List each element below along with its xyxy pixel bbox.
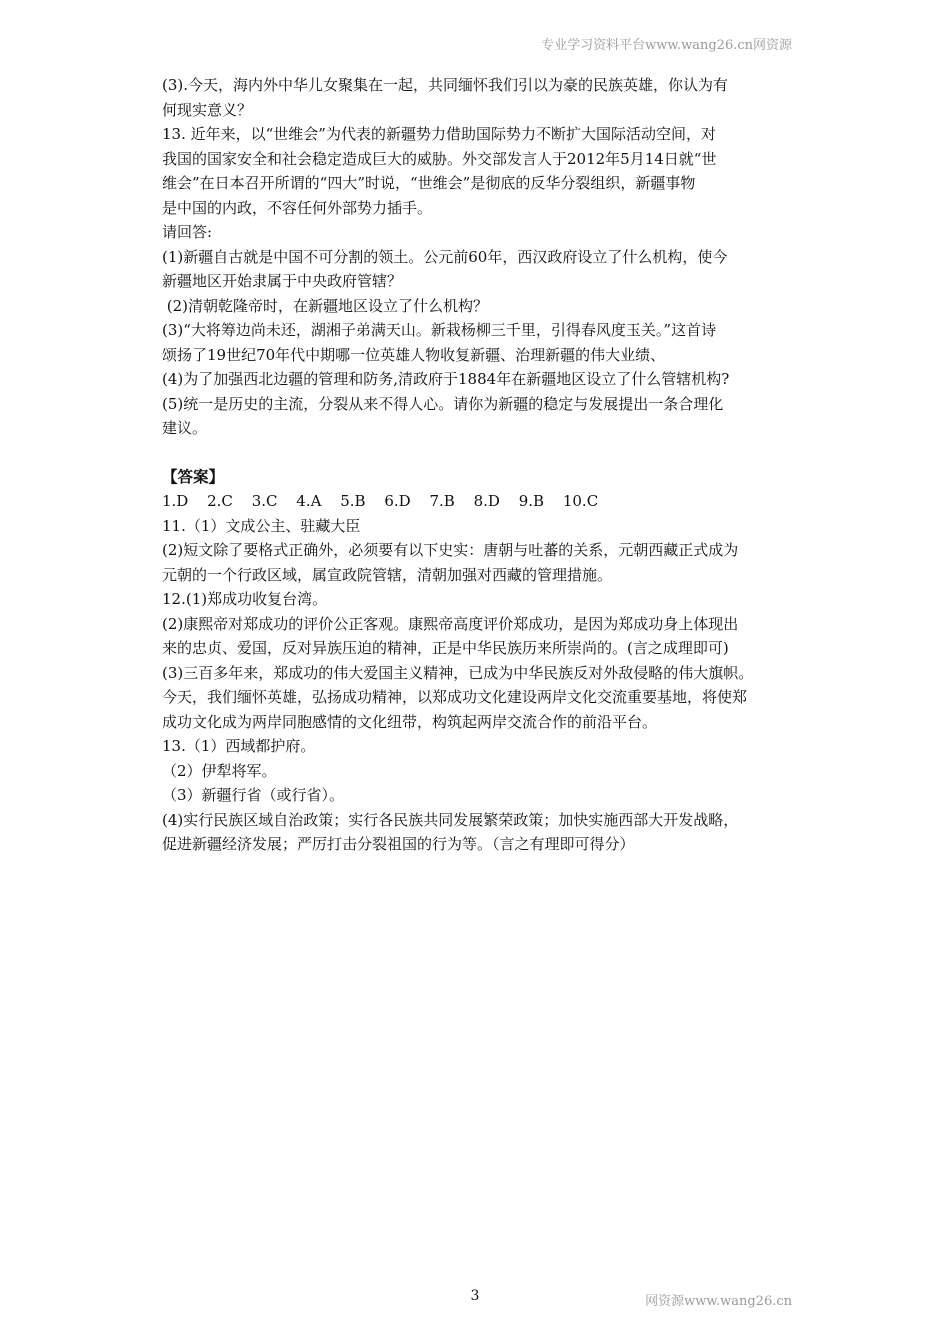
multiple-choice-answers [162,489,798,514]
question-13-3 [162,318,798,367]
text-line: 成功文化成为两岸同胞感情的文化纽带，构筑起两岸交流合作的前沿平台。 [162,712,658,731]
page-number: 3 [470,1288,480,1304]
text-line: 促进新疆经济发展；严厉打击分裂祖国的行为等。（言之有理即可得分） [162,835,635,853]
choice-answer: 3.C [251,492,278,510]
text-line: (2)康熙帝对郑成功的评价公正客观。康熙帝高度评价郑成功，是因为郑成功身上体现出 [162,614,739,633]
choice-answer: 4.A [296,492,322,510]
question-13-1 [162,245,798,294]
choice-answer: 5.B [340,492,366,510]
answer-13-3: （3）新疆行省（或行省）。 [162,786,345,804]
document-body [162,73,798,857]
text-line: 颂扬了19世纪70年代中期哪一位英雄人物收复新疆、治理新疆的伟大业绩、 [162,345,666,364]
question-13-prompt: 请回答: [162,223,213,241]
question-13-4: (4)为了加强西北边疆的管理和防务,清政府于1884年在新疆地区设立了什么管辖机构? [162,370,730,388]
choice-answer: 1.D [162,492,189,510]
choice-answer: 7.B [429,492,455,510]
question-13-5 [162,392,798,441]
choice-answer: 9.B [518,492,545,510]
text-line: 我国的国家安全和社会稳定造成巨大的威胁。外交部发言人于2012年5月14日就“世 [162,149,717,168]
question-12-3 [162,73,798,122]
question-13-2: (2)清朝乾隆帝时，在新疆地区设立了什么机构？ [162,296,489,315]
text-line: (3)三百多年来，郑成功的伟大爱国主义精神，已成为中华民族反对外敌侵略的伟大旗帜。 [162,663,754,682]
answer-11-2 [162,538,798,587]
text-line: 新疆地区开始隶属于中央政府管辖？ [162,272,403,290]
text-line: 今天，我们缅怀英雄，弘扬成功精神，以郑成功文化建设两岸文化交流重要基地，将使郑 [162,688,748,706]
text-line: (3).今天，海内外中华儿女聚集在一起，共同缅怀我们引以为豪的民族英雄，你认为有 [162,76,729,94]
text-line: (5)统一是历史的主流，分裂从来不得人心。请你为新疆的稳定与发展提出一条合理化 [162,394,724,413]
answer-13-2: （2）伊犁将军。 [162,761,277,780]
text-line: 元朝的一个行政区域，属宣政院管辖，清朝加强对西藏的管理措施。 [162,565,613,584]
choice-answer: 2.C [207,492,233,510]
text-line: (4)实行民族区域自治政策；实行各民族共同发展繁荣政策；加快实施西部大开发战略， [162,810,739,829]
text-line: (1)新疆自古就是中国不可分割的领土。公元前60年，西汉政府设立了什么机构，使今 [162,247,728,266]
question-13-intro [162,122,798,220]
answer-12-1: 12.(1)郑成功收复台湾。 [162,590,328,608]
choice-answer: 6.D [384,492,411,510]
text-line: (2)短文除了要格式正确外，必须要有以下史实：唐朝与吐蕃的关系，元朝西藏正式成为 [162,541,739,559]
text-line: 来的忠贞、爱国，反对异族压迫的精神，正是中华民族历来所崇尚的。(言之成理即可) [162,639,729,657]
answers-heading: 【答案】 [162,466,225,486]
choice-answer: 10.C [562,492,599,510]
text-line: 建议。 [162,419,208,437]
page-footer: 网资源www.wang26.cn [645,1294,792,1309]
answer-12-2 [162,612,798,661]
text-line: 维会”在日本召开所谓的“四大”时说，“世维会”是彻底的反华分裂组织，新疆事物 [162,174,696,192]
text-line: 13. 近年来，以“世维会”为代表的新疆势力借助国际势力不断扩大国际活动空间，对 [162,125,716,143]
page-header: 专业学习资料平台www.wang26.cn网资源 [541,38,792,53]
text-line: 是中国的内政，不容任何外部势力插手。 [162,198,433,217]
choice-answer: 8.D [473,492,500,510]
answer-13-1: 13.（1）西域都护府。 [162,737,316,755]
answer-12-3 [162,661,798,735]
text-line: (3)“大将筹边尚未还，湖湘子弟满天山。新栽杨柳三千里，引得春风度玉关。”这首诗 [162,321,717,339]
text-line: 何现实意义？ [162,100,253,119]
answer-13-4 [162,808,798,857]
answer-11-1: 11.（1）文成公主、驻藏大臣 [162,516,361,535]
